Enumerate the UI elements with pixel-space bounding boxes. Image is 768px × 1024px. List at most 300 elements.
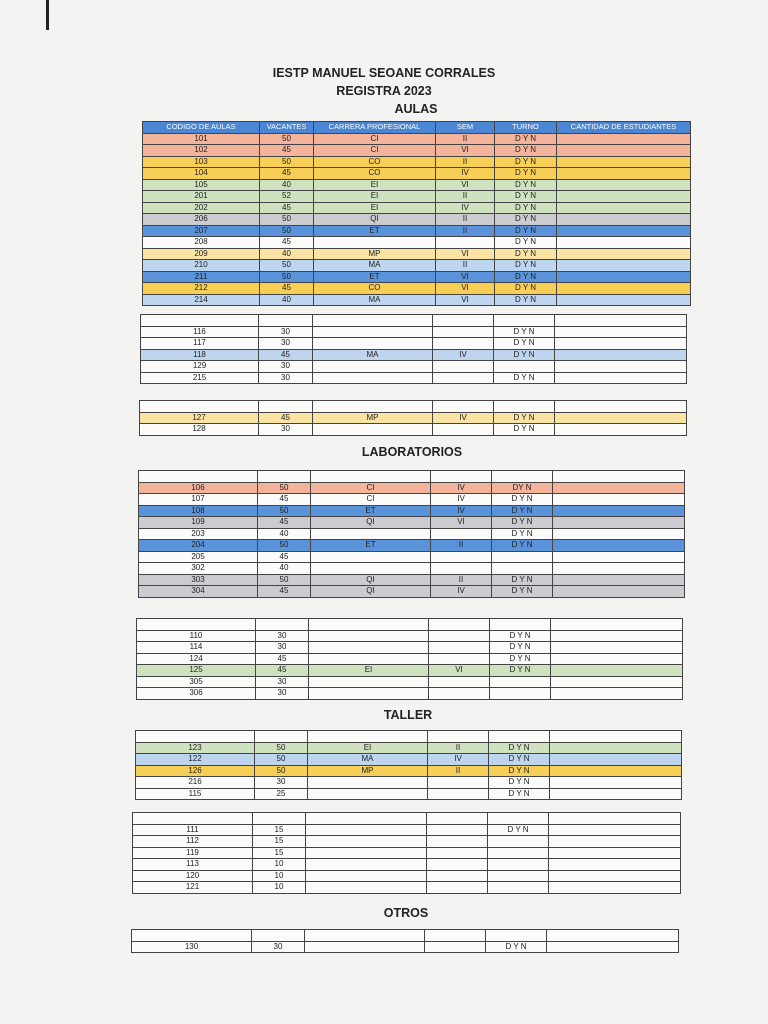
- table-row: [137, 665, 683, 677]
- cantidad-cell: [557, 271, 691, 283]
- vacantes-cell: 15: [253, 836, 306, 848]
- sem-cell: [427, 824, 488, 836]
- sem-cell: IV: [431, 586, 492, 598]
- turno-cell: [490, 619, 551, 631]
- cantidad-cell: [557, 260, 691, 272]
- carrera-cell: MA: [308, 754, 428, 766]
- sem-cell: [433, 361, 494, 373]
- table-row: [133, 870, 681, 882]
- vacantes-cell: 45: [259, 349, 313, 361]
- table-row: [141, 372, 687, 384]
- vacantes-cell: 10: [253, 882, 306, 894]
- cantidad-cell: [555, 412, 687, 424]
- codigo-cell: 128: [140, 424, 259, 436]
- table-row: [137, 688, 683, 700]
- sem-cell: [433, 338, 494, 350]
- codigo-cell: [140, 401, 259, 413]
- carrera-cell: MP: [313, 412, 433, 424]
- sem-cell: [429, 630, 490, 642]
- sem-cell: [433, 326, 494, 338]
- table-row: [139, 540, 685, 552]
- turno-cell: D Y N: [492, 494, 553, 506]
- sem-cell: II: [436, 156, 495, 168]
- codigo-cell: 115: [136, 788, 255, 800]
- sem-cell: [428, 777, 489, 789]
- sem-cell: [431, 471, 492, 483]
- table-row: [137, 619, 683, 631]
- carrera-cell: [313, 315, 433, 327]
- turno-cell: D Y N: [489, 777, 550, 789]
- cantidad-cell: [553, 517, 685, 529]
- carrera-cell: MP: [308, 765, 428, 777]
- codigo-cell: [137, 619, 256, 631]
- cantidad-cell: [549, 813, 681, 825]
- turno-cell: D Y N: [494, 412, 555, 424]
- turno-cell: D Y N: [495, 191, 557, 203]
- cantidad-cell: [555, 401, 687, 413]
- carrera-cell: [306, 882, 427, 894]
- table-row: [136, 731, 682, 743]
- sem-cell: II: [431, 540, 492, 552]
- column-header: TURNO: [495, 122, 557, 134]
- vacantes-cell: 50: [255, 742, 308, 754]
- carrera-cell: CO: [314, 156, 436, 168]
- vacantes-cell: 50: [260, 156, 314, 168]
- carrera-cell: ET: [314, 225, 436, 237]
- turno-cell: D Y N: [490, 630, 551, 642]
- table-row: [143, 145, 691, 157]
- codigo-cell: 126: [136, 765, 255, 777]
- sem-cell: II: [436, 214, 495, 226]
- carrera-cell: [306, 847, 427, 859]
- sem-cell: [433, 372, 494, 384]
- sem-cell: [431, 528, 492, 540]
- codigo-cell: 114: [137, 642, 256, 654]
- turno-cell: [494, 315, 555, 327]
- table-row: [133, 813, 681, 825]
- vacantes-cell: 30: [256, 642, 309, 654]
- table-row: [140, 424, 687, 436]
- turno-cell: [490, 676, 551, 688]
- vacantes-cell: 40: [258, 528, 311, 540]
- table-row: [143, 237, 691, 249]
- vacantes-cell: 45: [260, 202, 314, 214]
- cantidad-cell: [551, 653, 683, 665]
- codigo-cell: 106: [139, 482, 258, 494]
- table-row: [143, 168, 691, 180]
- vacantes-cell: 50: [260, 133, 314, 145]
- table-row: [133, 882, 681, 894]
- codigo-cell: 208: [143, 237, 260, 249]
- codigo-cell: 206: [143, 214, 260, 226]
- sem-cell: [429, 653, 490, 665]
- codigo-cell: 302: [139, 563, 258, 575]
- vacantes-cell: 50: [260, 225, 314, 237]
- turno-cell: [492, 551, 553, 563]
- turno-cell: D Y N: [495, 260, 557, 272]
- codigo-cell: 212: [143, 283, 260, 295]
- table-row: [143, 179, 691, 191]
- cantidad-cell: [555, 326, 687, 338]
- vacantes-cell: 50: [260, 260, 314, 272]
- carrera-cell: QI: [311, 586, 431, 598]
- table-row: [136, 754, 682, 766]
- codigo-cell: 211: [143, 271, 260, 283]
- cantidad-cell: [555, 372, 687, 384]
- sem-cell: IV: [428, 754, 489, 766]
- carrera-cell: [309, 630, 429, 642]
- turno-cell: D Y N: [489, 742, 550, 754]
- aulas-table: [142, 121, 691, 306]
- sem-cell: IV: [433, 412, 494, 424]
- cantidad-cell: [557, 214, 691, 226]
- turno-cell: [488, 859, 549, 871]
- cantidad-cell: [557, 179, 691, 191]
- vacantes-cell: 10: [253, 870, 306, 882]
- cantidad-cell: [551, 619, 683, 631]
- carrera-cell: CI: [311, 482, 431, 494]
- vacantes-cell: 30: [256, 630, 309, 642]
- codigo-cell: 117: [141, 338, 259, 350]
- carrera-cell: [305, 930, 425, 942]
- turno-cell: D Y N: [490, 653, 551, 665]
- carrera-cell: MA: [313, 349, 433, 361]
- vacantes-cell: 50: [258, 540, 311, 552]
- carrera-cell: [306, 824, 427, 836]
- table-row: [132, 941, 679, 953]
- codigo-cell: 209: [143, 248, 260, 260]
- table-row: [143, 260, 691, 272]
- carrera-cell: CO: [314, 168, 436, 180]
- table-row: [143, 156, 691, 168]
- taller-table-2: [132, 812, 681, 894]
- carrera-cell: [306, 836, 427, 848]
- table-row: [133, 824, 681, 836]
- vacantes-cell: [255, 731, 308, 743]
- turno-cell: [488, 813, 549, 825]
- table-row: [143, 248, 691, 260]
- turno-cell: [494, 361, 555, 373]
- vacantes-cell: [259, 315, 313, 327]
- carrera-cell: [306, 870, 427, 882]
- table-row: [139, 494, 685, 506]
- sem-cell: [429, 688, 490, 700]
- cantidad-cell: [555, 361, 687, 373]
- table-row: [139, 482, 685, 494]
- codigo-cell: 202: [143, 202, 260, 214]
- carrera-cell: [309, 642, 429, 654]
- vacantes-cell: 10: [253, 859, 306, 871]
- turno-cell: D Y N: [492, 505, 553, 517]
- cantidad-cell: [549, 824, 681, 836]
- vacantes-cell: 30: [259, 326, 313, 338]
- carrera-cell: [306, 859, 427, 871]
- carrera-cell: CI: [311, 494, 431, 506]
- carrera-cell: [305, 941, 425, 953]
- sem-cell: VI: [436, 179, 495, 191]
- carrera-cell: [309, 688, 429, 700]
- codigo-cell: 205: [139, 551, 258, 563]
- turno-cell: [494, 401, 555, 413]
- column-header: CARRERA PROFESIONAL: [314, 122, 436, 134]
- sem-cell: IV: [436, 202, 495, 214]
- table-row: [136, 742, 682, 754]
- table-row: [136, 777, 682, 789]
- vacantes-cell: [258, 471, 311, 483]
- carrera-cell: CI: [314, 133, 436, 145]
- carrera-cell: [309, 676, 429, 688]
- sem-cell: IV: [431, 494, 492, 506]
- cantidad-cell: [549, 836, 681, 848]
- table-row: [141, 361, 687, 373]
- table-row: [143, 283, 691, 295]
- turno-cell: D Y N: [488, 824, 549, 836]
- sem-cell: II: [436, 133, 495, 145]
- cantidad-cell: [553, 528, 685, 540]
- table-row: [139, 517, 685, 529]
- turno-cell: D Y N: [495, 283, 557, 295]
- cantidad-cell: [557, 248, 691, 260]
- carrera-cell: EI: [314, 191, 436, 203]
- codigo-cell: 306: [137, 688, 256, 700]
- sem-cell: II: [428, 742, 489, 754]
- turno-cell: D Y N: [489, 754, 550, 766]
- table-row: [136, 788, 682, 800]
- sem-cell: IV: [433, 349, 494, 361]
- sem-cell: [429, 676, 490, 688]
- table-row: [139, 505, 685, 517]
- sem-cell: VI: [436, 145, 495, 157]
- sem-cell: [428, 788, 489, 800]
- codigo-cell: 304: [139, 586, 258, 598]
- cantidad-cell: [550, 742, 682, 754]
- cantidad-cell: [550, 777, 682, 789]
- aulas-table-2: [140, 314, 687, 384]
- codigo-cell: 130: [132, 941, 252, 953]
- carrera-cell: [311, 528, 431, 540]
- table-row: [139, 528, 685, 540]
- carrera-cell: [311, 471, 431, 483]
- cantidad-cell: [547, 930, 679, 942]
- sem-cell: [431, 551, 492, 563]
- sem-cell: [425, 941, 486, 953]
- vacantes-cell: 40: [258, 563, 311, 575]
- vacantes-cell: 30: [256, 688, 309, 700]
- turno-cell: [486, 930, 547, 942]
- section-title-otros: OTROS: [383, 906, 429, 920]
- vacantes-cell: 50: [260, 214, 314, 226]
- document-title: IESTP MANUEL SEOANE CORRALES: [272, 66, 496, 80]
- vacantes-cell: 30: [259, 361, 313, 373]
- turno-cell: D Y N: [495, 271, 557, 283]
- turno-cell: [490, 688, 551, 700]
- cantidad-cell: [557, 145, 691, 157]
- table-row: [143, 225, 691, 237]
- codigo-cell: 201: [143, 191, 260, 203]
- cantidad-cell: [551, 688, 683, 700]
- sem-cell: [427, 882, 488, 894]
- carrera-cell: [306, 813, 427, 825]
- turno-cell: D Y N: [495, 168, 557, 180]
- sem-cell: IV: [431, 505, 492, 517]
- turno-cell: D Y N: [492, 574, 553, 586]
- codigo-cell: 116: [141, 326, 259, 338]
- carrera-cell: [313, 361, 433, 373]
- sem-cell: [433, 315, 494, 327]
- vacantes-cell: 40: [260, 294, 314, 306]
- vacantes-cell: [256, 619, 309, 631]
- codigo-cell: 127: [140, 412, 259, 424]
- table-row: [141, 349, 687, 361]
- cantidad-cell: [547, 941, 679, 953]
- turno-cell: D Y N: [489, 788, 550, 800]
- carrera-cell: EI: [308, 742, 428, 754]
- table-row: [139, 551, 685, 563]
- column-header: VACANTES: [260, 122, 314, 134]
- table-row: [143, 191, 691, 203]
- cantidad-cell: [557, 237, 691, 249]
- vacantes-cell: 52: [260, 191, 314, 203]
- turno-cell: D Y N: [494, 349, 555, 361]
- sem-cell: II: [436, 260, 495, 272]
- sem-cell: [433, 424, 494, 436]
- document-subtitle: REGISTRA 2023: [336, 84, 432, 98]
- carrera-cell: [309, 619, 429, 631]
- table-row: [143, 133, 691, 145]
- cantidad-cell: [553, 505, 685, 517]
- codigo-cell: 203: [139, 528, 258, 540]
- sem-cell: [427, 870, 488, 882]
- vacantes-cell: 25: [255, 788, 308, 800]
- table-row: [141, 315, 687, 327]
- vacantes-cell: 15: [253, 824, 306, 836]
- turno-cell: D Y N: [495, 145, 557, 157]
- sem-cell: II: [428, 765, 489, 777]
- cantidad-cell: [550, 731, 682, 743]
- sem-cell: VI: [436, 283, 495, 295]
- turno-cell: [488, 847, 549, 859]
- cantidad-cell: [555, 315, 687, 327]
- carrera-cell: [314, 237, 436, 249]
- table-row: [132, 930, 679, 942]
- vacantes-cell: 30: [256, 676, 309, 688]
- carrera-cell: QI: [314, 214, 436, 226]
- page-edge-mark: [46, 0, 49, 30]
- turno-cell: D Y N: [495, 179, 557, 191]
- table-row: [140, 401, 687, 413]
- sem-cell: [429, 619, 490, 631]
- turno-cell: D Y N: [495, 214, 557, 226]
- vacantes-cell: 45: [259, 412, 313, 424]
- carrera-cell: [308, 777, 428, 789]
- turno-cell: D Y N: [495, 156, 557, 168]
- column-header: SEM: [436, 122, 495, 134]
- codigo-cell: 108: [139, 505, 258, 517]
- table-row: [137, 676, 683, 688]
- cantidad-cell: [557, 133, 691, 145]
- sem-cell: VI: [436, 271, 495, 283]
- codigo-cell: 102: [143, 145, 260, 157]
- carrera-cell: [308, 788, 428, 800]
- carrera-cell: [313, 326, 433, 338]
- codigo-cell: 107: [139, 494, 258, 506]
- codigo-cell: 101: [143, 133, 260, 145]
- cantidad-cell: [557, 294, 691, 306]
- table-row: [133, 836, 681, 848]
- vacantes-cell: 50: [255, 765, 308, 777]
- otros-table: [131, 929, 679, 953]
- cantidad-cell: [557, 168, 691, 180]
- vacantes-cell: 45: [258, 551, 311, 563]
- codigo-cell: 121: [133, 882, 253, 894]
- sem-cell: [431, 563, 492, 575]
- column-header: CANTIDAD DE ESTUDIANTES: [557, 122, 691, 134]
- carrera-cell: CI: [314, 145, 436, 157]
- carrera-cell: EI: [309, 665, 429, 677]
- cantidad-cell: [553, 494, 685, 506]
- vacantes-cell: 45: [256, 653, 309, 665]
- cantidad-cell: [557, 225, 691, 237]
- cantidad-cell: [553, 563, 685, 575]
- codigo-cell: [141, 315, 259, 327]
- codigo-cell: [136, 731, 255, 743]
- table-row: [133, 847, 681, 859]
- cantidad-cell: [549, 859, 681, 871]
- turno-cell: DY N: [492, 482, 553, 494]
- table-row: [141, 338, 687, 350]
- aulas-table-3: [139, 400, 687, 436]
- codigo-cell: 204: [139, 540, 258, 552]
- carrera-cell: ET: [311, 505, 431, 517]
- cantidad-cell: [549, 870, 681, 882]
- table-row: [139, 471, 685, 483]
- carrera-cell: [313, 424, 433, 436]
- table-row: [139, 586, 685, 598]
- cantidad-cell: [557, 283, 691, 295]
- cantidad-cell: [550, 788, 682, 800]
- cantidad-cell: [551, 630, 683, 642]
- turno-cell: D Y N: [494, 372, 555, 384]
- vacantes-cell: 50: [258, 574, 311, 586]
- cantidad-cell: [557, 156, 691, 168]
- vacantes-cell: 45: [258, 517, 311, 529]
- sem-cell: [429, 642, 490, 654]
- carrera-cell: [311, 563, 431, 575]
- codigo-cell: 118: [141, 349, 259, 361]
- vacantes-cell: 30: [259, 338, 313, 350]
- sem-cell: [427, 847, 488, 859]
- codigo-cell: 125: [137, 665, 256, 677]
- codigo-cell: 129: [141, 361, 259, 373]
- turno-cell: D Y N: [492, 528, 553, 540]
- table-row: [143, 202, 691, 214]
- codigo-cell: 119: [133, 847, 253, 859]
- codigo-cell: 305: [137, 676, 256, 688]
- table-row: [133, 859, 681, 871]
- codigo-cell: [132, 930, 252, 942]
- vacantes-cell: 40: [260, 248, 314, 260]
- table-row: [141, 326, 687, 338]
- table-row: [143, 294, 691, 306]
- vacantes-cell: 30: [255, 777, 308, 789]
- carrera-cell: QI: [311, 574, 431, 586]
- turno-cell: D Y N: [489, 765, 550, 777]
- cantidad-cell: [555, 338, 687, 350]
- codigo-cell: 113: [133, 859, 253, 871]
- turno-cell: D Y N: [490, 665, 551, 677]
- turno-cell: [488, 836, 549, 848]
- vacantes-cell: [252, 930, 305, 942]
